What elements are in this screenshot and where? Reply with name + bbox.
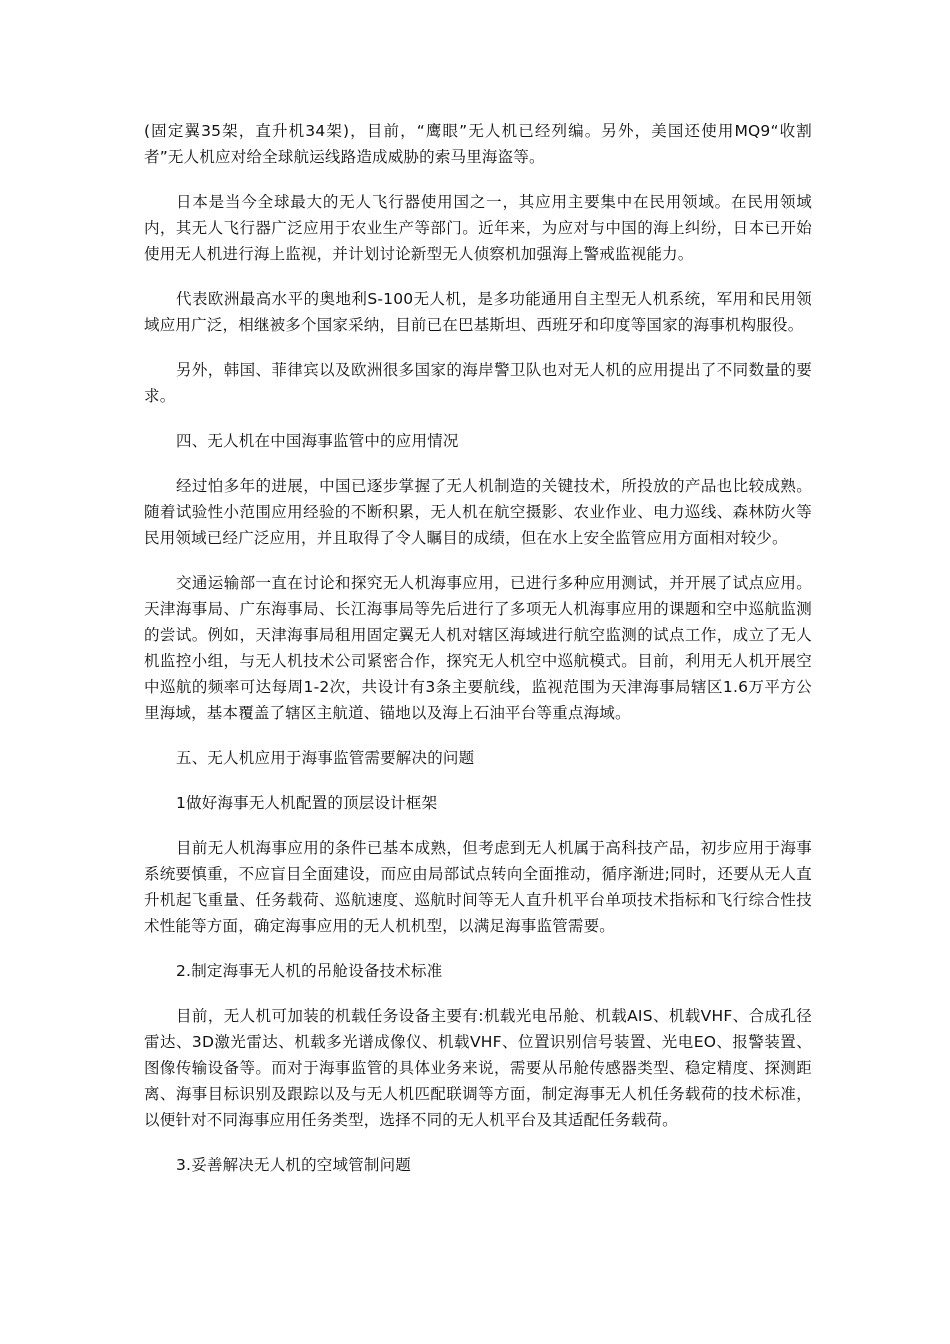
subsection-heading-1: 1做好海事无人机配置的顶层设计框架 bbox=[176, 794, 438, 812]
subsection-heading-3: 3.妥善解决无人机的空域管制问题 bbox=[176, 1156, 411, 1174]
section-heading-4: 四、无人机在中国海事监管中的应用情况 bbox=[176, 432, 459, 450]
paragraph-continuation: (固定翼35架，直升机34架)，目前，“鹰眼”无人机已经列编。另外，美国还使用MQ9“收割者”无人机应对给全球航运线路造成威胁的索马里海盗等。 bbox=[144, 122, 812, 166]
paragraph-ministry-testing: 交通运输部一直在讨论和探究无人机海事应用，已进行多种应用测试，并开展了试点应用。天津海事局、广东海事局、长江海事局等先后进行了多项无人机海事应用的课题和空中巡航监测的尝试。例如，天津海事局租用固定翼无人机对辖区海域进行航空监测的试点工作，成立了无人机监控小组，与无人机技术公司紧密合作，探究无人机空中巡航模式。目前，利用无人机开展空中巡航的频率可达每周1-2次，共设计有3条主要航线，监视范围为天津海事局辖区1.6万平方公里海域，基本覆盖了辖区主航道、锚地以及海上石油平台等重点海域。 bbox=[144, 574, 812, 722]
section-heading-5: 五、无人机应用于海事监管需要解决的问题 bbox=[176, 749, 475, 767]
document-body bbox=[144, 118, 812, 1197]
paragraph-top-level-design: 目前无人机海事应用的条件已基本成熟，但考虑到无人机属于高科技产品，初步应用于海事系统要慎重，不应盲目全面建设，而应由局部试点转向全面推动，循序渐进;同时，还要从无人直升机起飞重量、任务载荷、巡航速度、巡航时间等无人直升机平台单项技术指标和飞行综合性技术性能等方面，确定海事应用的无人机机型，以满足海事监管需要。 bbox=[144, 839, 812, 935]
subsection-heading-2: 2.制定海事无人机的吊舱设备技术标准 bbox=[176, 962, 443, 980]
paragraph-pod-equipment: 目前，无人机可加装的机载任务设备主要有:机载光电吊舱、机载AIS、机载VHF、合成孔径雷达、3D激光雷达、机载多光谱成像仪、机载VHF、位置识别信号装置、光电EO、报警装置、图像传输设备等。而对于海事监管的具体业务来说，需要从吊舱传感器类型、稳定精度、探测距离、海事目标识别及跟踪以及与无人机匹配联调等方面，制定海事无人机任务载荷的技术标准，以便针对不同海事应用任务类型，选择不同的无人机平台及其适配任务载荷。 bbox=[144, 1007, 812, 1129]
paragraph-china-progress: 经过怕多年的进展，中国已逐步掌握了无人机制造的关键技术，所投放的产品也比较成熟。随着试验性小范围应用经验的不断积累，无人机在航空摄影、农业作业、电力巡线、森林防火等民用领域已经广泛应用，并且取得了令人瞩目的成绩，但在水上安全监管应用方面相对较少。 bbox=[144, 477, 812, 547]
paragraph-japan: 日本是当今全球最大的无人飞行器使用国之一，其应用主要集中在民用领域。在民用领域内，其无人飞行器广泛应用于农业生产等部门。近年来，为应对与中国的海上纠纷，日本已开始使用无人机进行海上监视，并计划讨论新型无人侦察机加强海上警戒监视能力。 bbox=[144, 193, 812, 263]
paragraph-europe: 代表欧洲最高水平的奥地利S-100无人机，是多功能通用自主型无人机系统，军用和民用领域应用广泛，相继被多个国家采纳，目前已在巴基斯坦、西班牙和印度等国家的海事机构服役。 bbox=[144, 290, 812, 334]
paragraph-other-countries: 另外，韩国、菲律宾以及欧洲很多国家的海岸警卫队也对无人机的应用提出了不同数量的要求。 bbox=[144, 361, 812, 405]
